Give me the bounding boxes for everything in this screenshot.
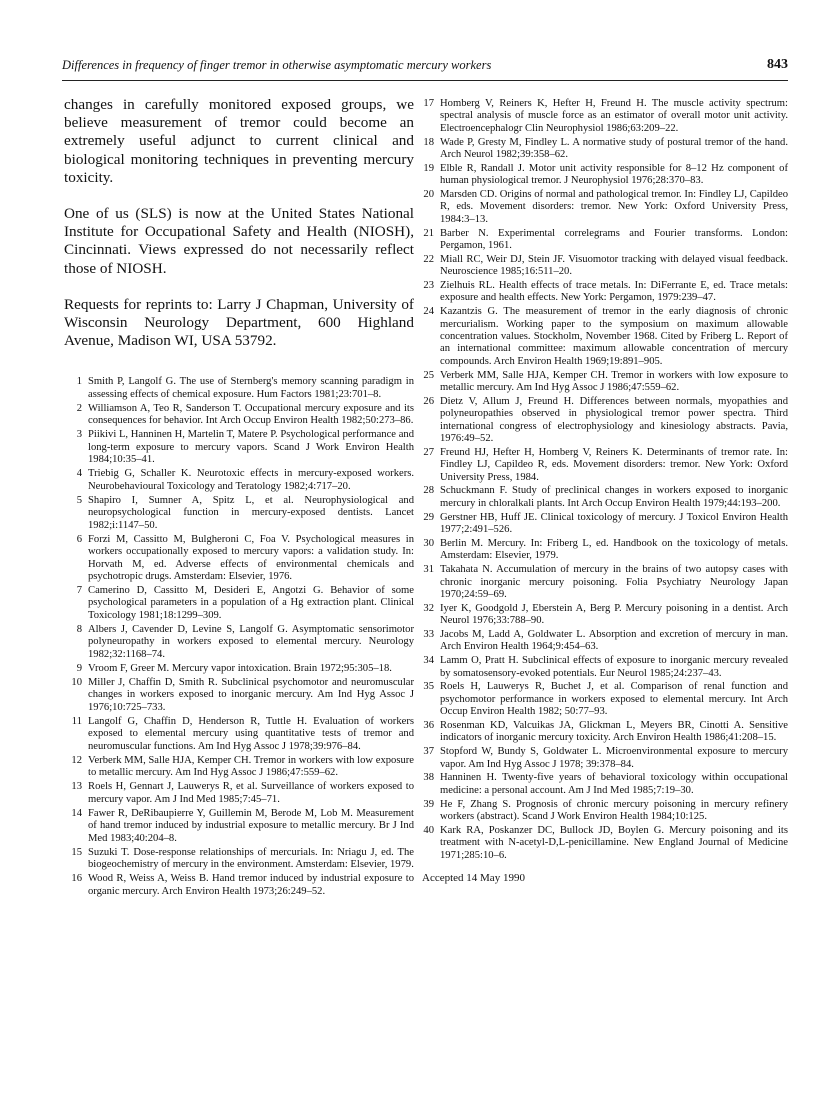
reference-number: 32: [423, 602, 434, 614]
reference-number: 38: [423, 772, 434, 784]
reference-number: 30: [423, 537, 434, 549]
reference-item: [64, 755, 414, 780]
reference-number: 33: [423, 628, 434, 640]
reference-item: [416, 681, 788, 718]
reference-number: 21: [423, 227, 434, 239]
reference-item: [416, 655, 788, 680]
reference-number: 22: [423, 253, 434, 265]
reference-text: Kark RA, Poskanzer DC, Bullock JD, Boylen G. Mercury poisoning and its treatment with N-acetyl-D,L-penicillamine. New England Journal of Medicine 1971;285:10–6.: [440, 824, 788, 861]
reference-text: Verberk MM, Salle HJA, Kemper CH. Tremor in workers with low exposure to metallic mercury. Am Ind Hyg Assoc J 1986;47:559–62.: [88, 754, 414, 779]
reference-item: [64, 624, 414, 661]
body-paragraph-affiliation-note: One of us (SLS) is now at the United States National Institute for Occupational Safety and Health (NIOSH), Cincinnati. Views expressed do not necessarily reflect those of NIOSH.: [64, 205, 414, 277]
reference-text: Homberg V, Reiners K, Hefter H, Freund H. The muscle activity spectrum: spectral analysis of muscle force as an estimator of overall motor unit activity. Electroencephalogr Clin Neurophysiol 1986;63:209–22.: [440, 98, 788, 134]
reference-text: Smith P, Langolf G. The use of Sternberg's memory scanning paradigm in assessing effects of chemical exposure. Hum Factors 1981;23:701–8.: [88, 376, 414, 400]
reference-item: [64, 468, 414, 493]
body-paragraph-conclusion: changes in carefully monitored exposed groups, we believe measurement of tremor could become an extremely useful adjunct to current clinical and biological monitoring techniques in preventing mercury toxicity.: [64, 96, 414, 186]
reference-text: Vroom F, Greer M. Mercury vapor intoxication. Brain 1972;95:305–18.: [88, 662, 392, 674]
reference-item: [416, 98, 788, 135]
page-number: 843: [767, 57, 788, 72]
reference-text: Shapiro I, Sumner A, Spitz L, et al. Neurophysiological and neuropsychological function in mercury-exposed dentists. Lancet 1982;i:1147–50.: [88, 494, 414, 531]
reference-number: 34: [423, 655, 434, 667]
reference-number: 8: [76, 623, 82, 635]
reference-number: 15: [71, 846, 82, 858]
reference-text: Freund HJ, Hefter H, Homberg V, Reiners K. Determinants of tremor rate. In: Findley LJ, Capildeo R, eds. Movement disorders: tremor. New York: Oxford University Press, 1984.: [440, 446, 788, 483]
reference-text: Albers J, Cavender D, Levine S, Langolf G. Asymptomatic sensorimotor polyneuropathy in workers exposed to elemental mercury. Neurology 1982;32:1168–74.: [88, 623, 414, 660]
reference-number: 2: [76, 402, 82, 414]
accepted-date: Accepted 14 May 1990: [422, 871, 525, 884]
reference-item: [64, 808, 414, 845]
reference-text: Suzuki T. Dose-response relationships of mercurials. In: Nriagu J, ed. The biogeochemistry of mercury in the environment. Amsterdam: Elsevier, 1979.: [88, 846, 414, 871]
reference-item: [64, 781, 414, 806]
reference-text: Williamson A, Teo R, Sanderson T. Occupational mercury exposure and its consequences for behavior. Int Arch Occup Environ Health 1982;50:273–86.: [88, 402, 414, 427]
reference-number: 24: [423, 306, 434, 318]
reference-text: Hanninen H. Twenty-five years of behavioral toxicology within occupational medicine: a personal account. Am J Ind Med 1985;7:19–30.: [440, 772, 788, 796]
reference-text: Lamm O, Pratt H. Subclinical effects of exposure to inorganic mercury revealed by somatosensory-evoked potentials. Eur Neurol 1985;24:237–43.: [440, 655, 788, 679]
reference-item: [64, 495, 414, 532]
reference-text: Schuckmann F. Study of preclinical changes in workers exposed to inorganic mercury in chloralkali plants. Int Arch Occup Environ Health 1979;44:193–200.: [440, 485, 788, 509]
reference-item: [416, 825, 788, 862]
reference-item: [416, 396, 788, 446]
reference-item: [64, 716, 414, 753]
reference-text: Verberk MM, Salle HJA, Kemper CH. Tremor in workers with low exposure to metallic mercury. Am Ind Hyg Assoc J 1986;47:559–62.: [440, 369, 788, 394]
reference-item: [64, 429, 414, 466]
reference-number: 6: [76, 533, 82, 545]
reference-list-right: [416, 98, 788, 862]
reference-item: [416, 603, 788, 628]
reference-text: Takahata N. Accumulation of mercury in the brains of two autopsy cases with chronic inorganic mercury poisoning. Folia Psychiatry Neurology Japan 1970;24:59–69.: [440, 564, 788, 600]
reference-text: Kazantzis G. The measurement of tremor in the early diagnosis of chronic mercurialism. Working paper to the symposium on maximum allowable concentration values. Stockholm, November 1968. Cited by Friberg L. Report of an international committee: maximum allowable concentration of mercury compounds. Arch Environ Health 1969;19:891–905.: [440, 306, 788, 367]
reference-number: 10: [71, 676, 82, 688]
reference-text: Zielhuis RL. Health effects of trace metals. In: DiFerrante E, ed. Trace metals: exposure and health effects. New York: Pergamon, 1979:239–47.: [440, 280, 788, 304]
reference-item: [416, 746, 788, 771]
reference-number: 27: [423, 446, 434, 458]
reference-item: [416, 254, 788, 279]
reference-text: Berlin M. Mercury. In: Friberg L, ed. Handbook on the toxicology of metals. Amsterdam: Elsevier, 1979.: [440, 537, 788, 562]
reference-text: Elble R, Randall J. Motor unit activity responsible for 8–12 Hz component of human physiological tremor. J Neurophysiol 1976;28:370–83.: [440, 162, 788, 187]
running-header: [62, 58, 788, 82]
reference-text: Marsden CD. Origins of normal and pathological tremor. In: Findley LJ, Capildeo R, eds. Movement disorders: tremor. New York: Oxford University Press, 1984:3–13.: [440, 189, 788, 225]
reference-number: 12: [71, 754, 82, 766]
reference-number: 4: [76, 468, 82, 480]
reference-number: 20: [423, 189, 434, 201]
reference-number: 11: [71, 715, 82, 727]
reference-number: 25: [423, 369, 434, 381]
reference-number: 13: [71, 781, 82, 793]
reference-item: [416, 629, 788, 654]
reference-item: [64, 376, 414, 401]
reference-text: Roels H, Lauwerys R, Buchet J, et al. Comparison of renal function and psychomotor performance in workers exposed to elemental mercury. Int Arch Occup Environ Health 1982; 50:77–93.: [440, 681, 788, 718]
reference-item: [64, 585, 414, 622]
reference-item: [64, 403, 414, 428]
reference-item: [416, 163, 788, 188]
reference-item: [416, 280, 788, 305]
reference-number: 29: [423, 511, 434, 523]
reference-number: 36: [423, 719, 434, 731]
reference-number: 17: [423, 98, 434, 109]
reference-item: [416, 720, 788, 745]
reference-number: 26: [423, 395, 434, 407]
reference-text: Iyer K, Goodgold J, Eberstein A, Berg P. Mercury poisoning in a dentist. Arch Neurol 1976;33:788–90.: [440, 602, 788, 627]
reference-item: [416, 799, 788, 824]
running-title: Differences in frequency of finger tremor in otherwise asymptomatic mercury workers: [62, 58, 492, 72]
reference-number: 3: [76, 429, 82, 441]
reference-text: Roels H, Gennart J, Lauwerys R, et al. Surveillance of workers exposed to mercury vapor. Am J Ind Med 1985;7:45–71.: [88, 781, 414, 805]
reference-text: Piikivi L, Hanninen H, Martelin T, Matere P. Psychological performance and long-term exposure to mercury vapors. Scand J Work Environ Health 1984;10:35–41.: [88, 429, 414, 466]
reference-text: Stopford W, Bundy S, Goldwater L. Microenvironmental exposure to mercury vapor. Am Ind Hyg Assoc J 1978; 39:378–84.: [440, 746, 788, 770]
reference-text: Gerstner HB, Huff JE. Clinical toxicology of mercury. J Toxicol Environ Health 1977;2:491–526.: [440, 511, 788, 536]
reference-item: [416, 447, 788, 484]
reference-item: [64, 873, 414, 898]
reference-text: Forzi M, Cassitto M, Bulgheroni C, Foa V. Psychological measures in workers occupationally exposed to mercury vapors: a validation study. In: Horvath M, ed. Adverse effects of environmental chemicals and psychotropic drugs. Amsterdam: Elsevier, 1976.: [88, 533, 414, 582]
reference-number: 16: [71, 873, 82, 885]
reference-item: [416, 137, 788, 162]
reference-item: [416, 228, 788, 253]
reference-item: [416, 370, 788, 395]
reference-number: 14: [71, 807, 82, 819]
reference-item: [64, 677, 414, 714]
reference-text: Miall RC, Weir DJ, Stein JF. Visuomotor tracking with delayed visual feedback. Neuroscience 1985;16:511–20.: [440, 253, 788, 278]
reference-item: [416, 485, 788, 510]
reference-text: Barber N. Experimental correlegrams and Fourier transforms. London: Pergamon, 1961.: [440, 227, 788, 252]
body-paragraph-reprints: Requests for reprints to: Larry J Chapman, University of Wisconsin Neurology Department, 600 Highland Avenue, Madison WI, USA 53792.: [64, 295, 414, 350]
reference-item: [416, 306, 788, 368]
reference-number: 28: [423, 485, 434, 497]
reference-number: 31: [423, 564, 434, 576]
reference-item: [64, 847, 414, 872]
reference-number: 9: [76, 662, 82, 674]
reference-item: [416, 564, 788, 601]
reference-text: Langolf G, Chaffin D, Henderson R, Tuttle H. Evaluation of workers exposed to elemental mercury using quantitative tests of tremor and neuromuscular functions. Am Ind Hyg Assoc J 1978;39:976–84.: [88, 715, 414, 752]
reference-item: [64, 663, 414, 675]
header-rule: [62, 80, 788, 81]
reference-item: [416, 772, 788, 797]
left-column: [64, 96, 414, 900]
reference-text: Wood R, Weiss A, Weiss B. Hand tremor induced by industrial exposure to organic mercury. Arch Environ Health 1973;26:249–52.: [88, 873, 414, 897]
reference-text: Wade P, Gresty M, Findley L. A normative study of postural tremor of the hand. Arch Neurol 1982;39:358–62.: [440, 136, 788, 161]
reference-item: [416, 512, 788, 537]
reference-number: 7: [76, 585, 82, 597]
reference-text: He F, Zhang S. Prognosis of chronic mercury poisoning in mercury refinery workers (abstract). Scand J Work Environ Health 1984;10:125.: [440, 798, 788, 822]
reference-number: 39: [423, 798, 434, 810]
reference-text: Jacobs M, Ladd A, Goldwater L. Absorption and excretion of mercury in man. Arch Environ Health 1964;9:454–63.: [440, 628, 788, 653]
reference-number: 18: [423, 136, 434, 148]
reference-text: Rosenman KD, Valcuikas JA, Glickman L, Meyers BR, Cinotti A. Sensitive indicators of inorganic mercury toxicity. Arch Environ Health 1986;41:208–15.: [440, 719, 788, 744]
reference-item: [416, 189, 788, 226]
reference-number: 35: [423, 681, 434, 693]
reference-number: 19: [423, 162, 434, 174]
reference-list-left: [64, 376, 414, 898]
reference-text: Triebig G, Schaller K. Neurotoxic effects in mercury-exposed workers. Neurobehavioural Toxicology and Teratology 1982;4:717–20.: [88, 468, 414, 492]
reference-number: 1: [76, 376, 82, 388]
reference-item: [64, 534, 414, 584]
reference-number: 37: [423, 746, 434, 758]
reference-text: Fawer R, DeRibaupierre Y, Guillemin M, Berode M, Lob M. Measurement of hand tremor induced by industrial exposure to metallic mercury. Br J Ind Med 1983;40:204–8.: [88, 807, 414, 844]
reference-number: 23: [423, 280, 434, 292]
reference-text: Miller J, Chaffin D, Smith R. Subclinical psychomotor and neuromuscular changes in workers exposed to inorganic mercury. Am Ind Hyg Assoc J 1976;10:725–733.: [88, 676, 414, 713]
reference-text: Camerino D, Cassitto M, Desideri E, Angotzi G. Behavior of some psychological parameters in a population of a Hg extraction plant. Clinical Toxicology 1981;18:1299–309.: [88, 585, 414, 621]
reference-item: [416, 538, 788, 563]
reference-number: 5: [76, 494, 82, 506]
reference-number: 40: [423, 824, 434, 836]
reference-text: Dietz V, Allum J, Freund H. Differences between normals, myopathies and polyneuropathies observed in physiological tremor power spectra. Third international congress of electrophysiology and kinesiology abstracts. Pavia, 1976:49–52.: [440, 395, 788, 445]
right-column: [416, 98, 788, 884]
